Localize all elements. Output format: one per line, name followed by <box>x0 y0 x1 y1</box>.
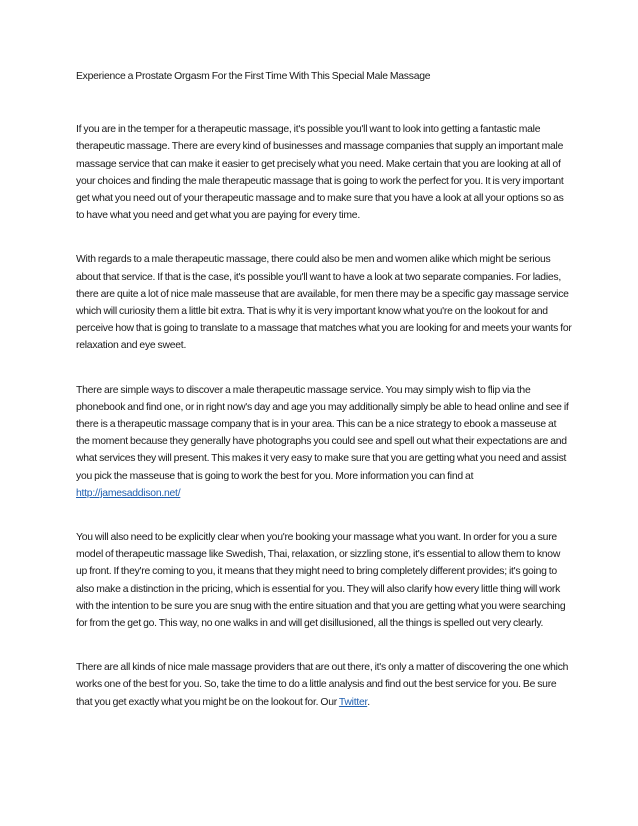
paragraph-3 <box>76 382 572 502</box>
paragraph-5-end: . <box>367 696 370 708</box>
paragraph-4: You will also need to be explicitly clear when you're booking your massage what you want. In order for you a sure model of therapeutic massage like Swedish, Thai, relaxation, or sizzling stone, it's essential to allow them to know up front. If they're coming to you, it means that they might need to bring completely different provides; it's going to also make a distinction in the pricing, which is essential for you. They will also clarify how every little thing will work with the intention to be sure you are snug with the entire situation and that you are getting what you were searching for from the get go. This way, no one walks in and will get disillusioned, all the things is spelled out very clearly. <box>76 532 566 630</box>
paragraph-1: If you are in the temper for a therapeutic massage, it's possible you'll want to look into getting a fantastic male therapeutic massage. There are every kind of businesses and massage companies that supply an important male massage service that can make it easier to get precisely what you need. Make certain that you are looking at all of your choices and finding the male therapeutic massage that is going to work the perfect for you. It is very important get what you need out of your therapeutic massage and to make sure that you have a look at all your options so as to have what you need and get what you are paying for every time. <box>76 124 564 222</box>
document-title: Experience a Prostate Orgasm For the First Time With This Special Male Massage <box>76 71 431 82</box>
paragraph-5 <box>76 659 572 711</box>
paragraph-5-text: There are all kinds of nice male massage providers that are out there, it's only a matter of discovering the one which works one of the best for you. So, take the time to do a little analysis and find out the best service for you. Be sure that you get exactly what you might be on the lookout for. Our <box>76 662 569 708</box>
website-link[interactable]: http://jamesaddison.net/ <box>76 487 181 499</box>
paragraph-2: With regards to a male therapeutic massage, there could also be men and women alike which might be serious about that service. If that is the case, it's possible you'll want to have a look at two separate companies. For ladies, there are quite a lot of nice male masseuse that are available, for men there may be a specific gay massage service which will curiosity them a little bit extra. That is why it is very important know what you're on the lookout for and perceive how that is going to translate to a massage that matches what you are looking for and meets your wants for relaxation and eye sweet. <box>76 254 572 352</box>
document-body <box>76 68 572 738</box>
paragraph-3-text: There are simple ways to discover a male therapeutic massage service. You may simply wish to flip via the phonebook and find one, or in right now's day and age you may additionally simply be able to head online and see if there is a therapeutic massage company that is in your area. This can be a nice strategy to ebook a masseuse at the moment because they generally have photographs you could see and spell out what their expectations are and what services they will present. This makes it very easy to make sure that you are getting what you need and assist you pick the masseuse that is going to work the best for you. More information you can find at <box>76 384 569 482</box>
twitter-link[interactable]: Twitter <box>338 696 368 708</box>
